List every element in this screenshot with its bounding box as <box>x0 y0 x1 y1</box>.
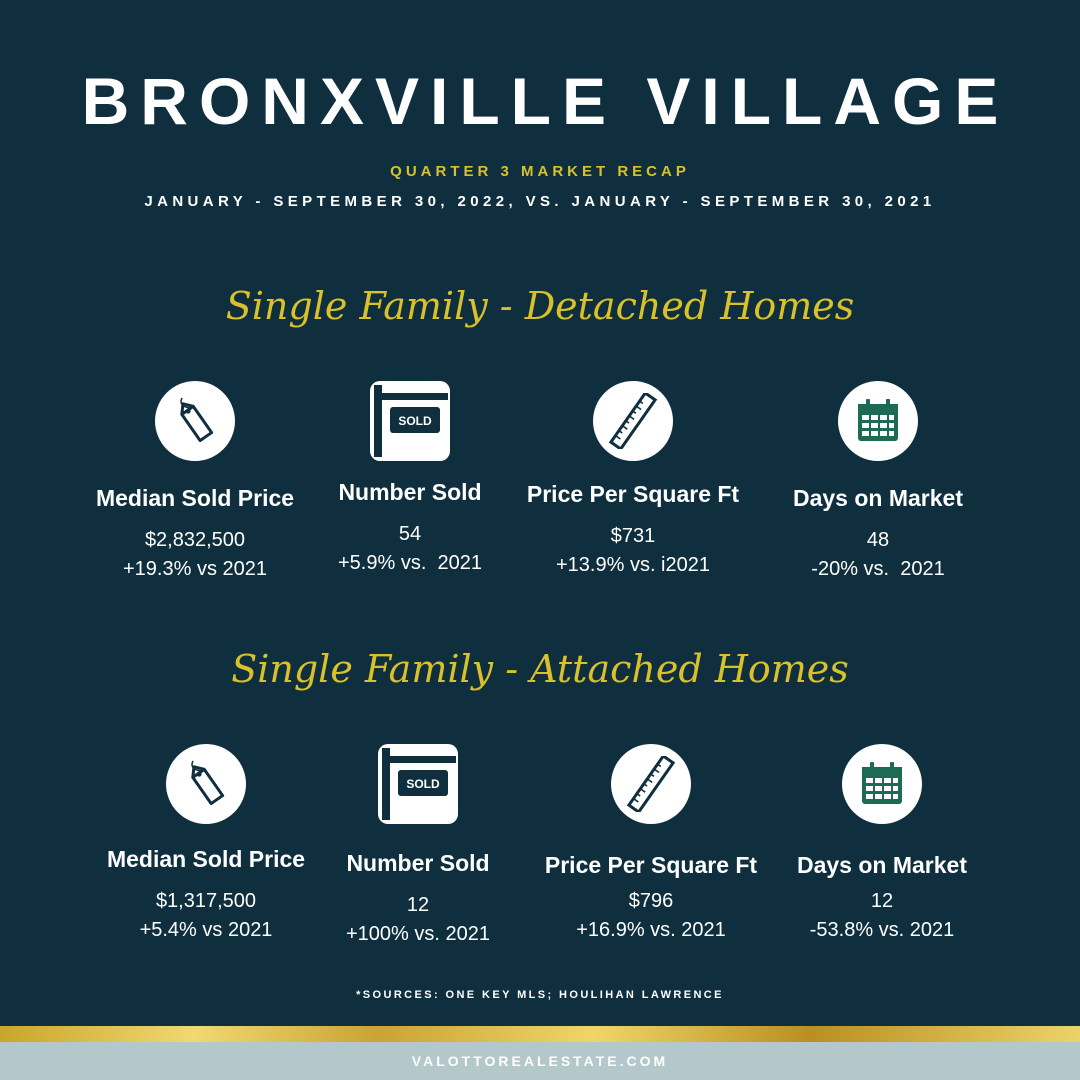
stat-label: Number Sold <box>338 479 482 505</box>
calendar-icon <box>838 381 918 461</box>
gold-divider <box>0 1026 1080 1042</box>
sold-sign-text: SOLD <box>398 414 432 428</box>
stat-value: $731 <box>610 525 656 547</box>
stat-change: +16.9% vs. 2021 <box>576 919 726 941</box>
stat-label: Price Per Square Ft <box>544 852 758 878</box>
stat-label: Days on Market <box>796 852 967 878</box>
stat-change: +100% vs. 2021 <box>346 923 490 945</box>
sold-sign-icon <box>378 744 458 824</box>
calendar-icon <box>842 744 922 824</box>
ruler-icon <box>593 381 673 461</box>
price-tag-icon <box>155 381 235 461</box>
stat-change: +19.3% vs 2021 <box>123 558 267 580</box>
detached-section-heading: Single Family - Detached Homes <box>225 284 855 328</box>
detached-price-per-sqft-stat <box>513 381 753 580</box>
sources-note: *SOURCES: ONE KEY MLS; HOULIHAN LAWRENCE <box>356 989 724 1001</box>
stat-change: +5.9% vs. 2021 <box>338 552 482 574</box>
stat-value: 54 <box>398 523 422 545</box>
stat-label: Days on Market <box>792 485 963 511</box>
price-tag-icon <box>166 744 246 824</box>
ruler-icon <box>611 744 691 824</box>
stat-value: 12 <box>870 890 894 912</box>
footer-website[interactable]: VALOTTOREALESTATE.COM <box>0 1042 1080 1080</box>
stat-change: -53.8% vs. 2021 <box>809 919 955 941</box>
detached-number-sold-stat <box>290 381 530 578</box>
attached-price-per-sqft-stat <box>531 744 771 945</box>
stat-value: $796 <box>628 890 674 912</box>
stat-label: Median Sold Price <box>106 846 306 872</box>
stat-change: +13.9% vs. i2021 <box>556 554 710 576</box>
attached-days-on-market-stat <box>762 744 1002 945</box>
attached-median-price-stat <box>86 744 326 945</box>
date-range: JANUARY - SEPTEMBER 30, 2022, VS. JANUARY - SEPTEMBER 30, 2021 <box>144 193 936 210</box>
stat-label: Median Sold Price <box>95 485 295 511</box>
stat-change: -20% vs. 2021 <box>811 558 945 580</box>
stat-value: $2,832,500 <box>144 529 246 551</box>
attached-number-sold-stat <box>298 744 538 949</box>
stat-value: $1,317,500 <box>155 890 257 912</box>
sold-sign-text: SOLD <box>406 777 440 791</box>
stat-label: Number Sold <box>346 850 490 876</box>
sold-sign-icon <box>370 381 450 461</box>
stat-value: 48 <box>866 529 890 551</box>
attached-section-heading: Single Family - Attached Homes <box>231 647 849 691</box>
stat-value: 12 <box>406 894 430 916</box>
page-title: BRONXVILLE VILLAGE <box>81 64 1010 138</box>
detached-median-price-stat <box>75 381 315 584</box>
page-subtitle: QUARTER 3 MARKET RECAP <box>390 163 690 180</box>
detached-days-on-market-stat <box>758 381 998 584</box>
stat-change: +5.4% vs 2021 <box>139 919 273 941</box>
stat-label: Price Per Square Ft <box>526 481 740 507</box>
